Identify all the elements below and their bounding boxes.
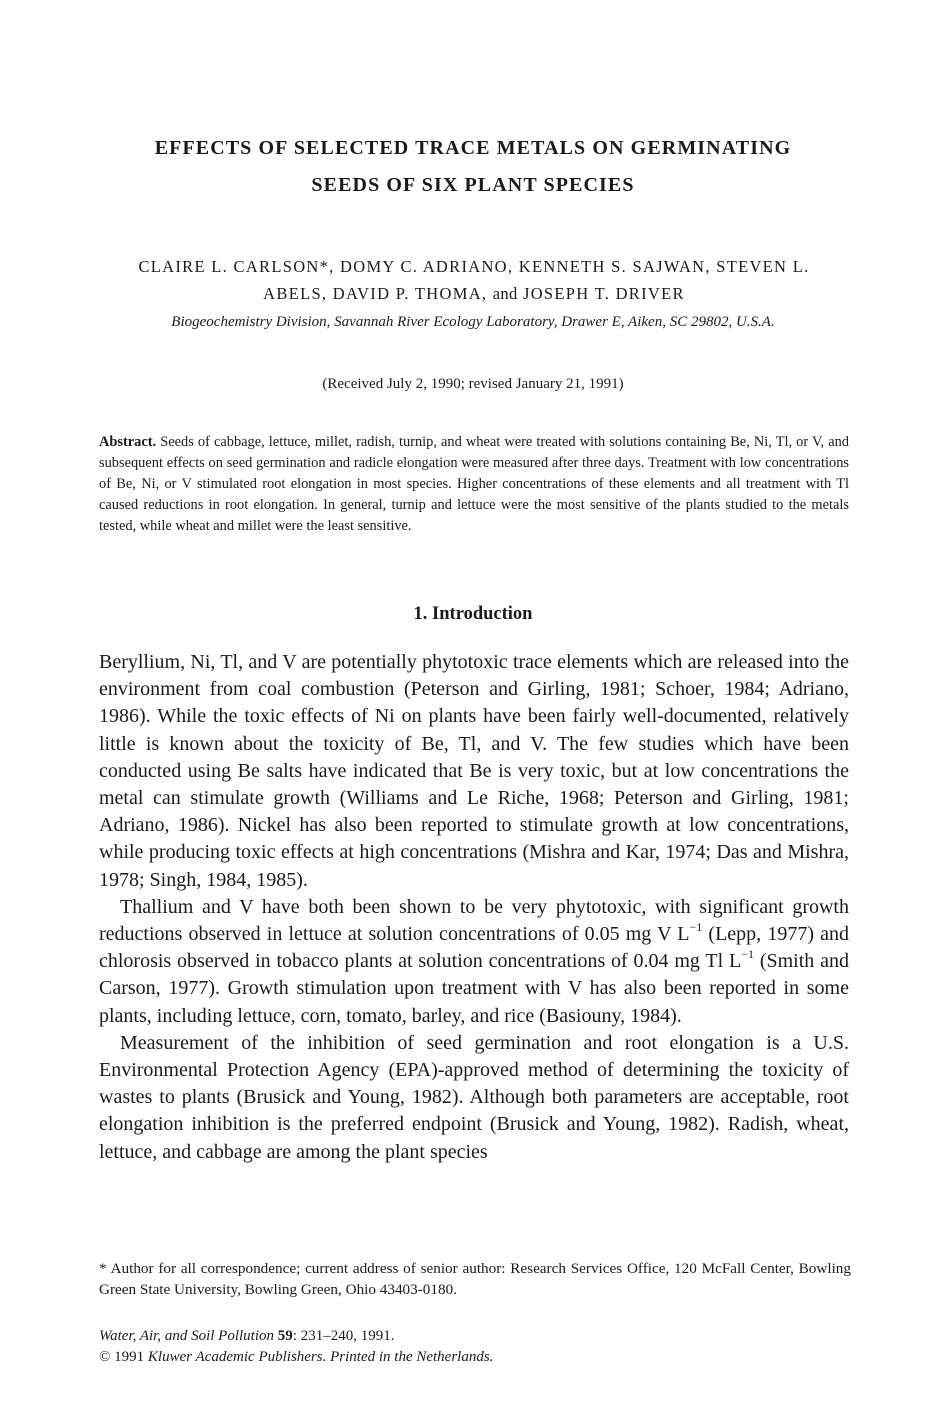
citation-footer bbox=[99, 1326, 849, 1368]
paragraph-2-part-a: Thallium and V have both been shown to be very phytotoxic, with significant growth reductions observed in lettuce at solution concentrations of 0.05 mg V L bbox=[99, 895, 849, 946]
authors-conjunction: and bbox=[492, 284, 518, 303]
superscript-2: −1 bbox=[741, 947, 754, 962]
paragraph-2-part-c: (Smith and Carson, 1977). Growth stimulation upon treatment with V has also been reported in some plants, including lettuce, corn, tomato, barley, and rice (Basiouny, 1984). bbox=[99, 950, 849, 1027]
journal-pages: : 231–240, 1991. bbox=[292, 1328, 395, 1344]
journal-citation bbox=[99, 1326, 849, 1347]
paragraph-3: Measurement of the inhibition of seed germination and root elongation is a U.S. Environmental Protection Agency (EPA)-approved method of determining the toxicity of wastes to plants (Brusick and Young, 1982). Although both parameters are acceptable, root elongation inhibition is the preferred endpoint (Brusick and Young, 1982). Radish, wheat, lettuce, and cabbage are among the plant species bbox=[99, 1031, 849, 1163]
title-line-1: EFFECTS OF SELECTED TRACE METALS ON GERMINATING bbox=[154, 137, 792, 159]
correspondence-footnote: * Author for all correspondence; current address of senior author: Research Services Office, 120 McFall Center, Bowling Green State University, Bowling Green, Ohio 43403-0180. bbox=[99, 1260, 851, 1298]
superscript-1: −1 bbox=[689, 920, 703, 935]
section-heading: 1. Introduction bbox=[413, 604, 533, 624]
article-title bbox=[0, 130, 946, 204]
paragraph-2-part-b: (Lepp, 1977) and chlorosis observed in tobacco plants at solution concentrations of 0.04 mg Tl L bbox=[99, 923, 849, 973]
authors-line-2-last: JOSEPH T. DRIVER bbox=[522, 284, 685, 303]
title-line-2: SEEDS OF SIX PLANT SPECIES bbox=[311, 174, 635, 196]
copyright-symbol: © bbox=[99, 1349, 111, 1365]
abstract bbox=[99, 432, 849, 537]
authors-line-2-names: ABELS, DAVID P. THOMA, bbox=[263, 284, 488, 303]
paragraph-1: Beryllium, Ni, Tl, and V are potentially phytotoxic trace elements which are released into the environment from coal combustion (Peterson and Girling, 1981; Schoer, 1984; Adriano, 1986). While the toxic effects of Ni on plants have been fairly well-documented, relatively little is known about the toxicity of Be, Tl, and V. The few studies which have been conducted using Be salts have indicated that Be is very toxic, but at low concentrations the metal can stimulate growth (Williams and Le Riche, 1968; Peterson and Girling, 1981; Adriano, 1986). Nickel has also been reported to stimulate growth at low concentrations, while producing toxic effects at high concentrations (Mishra and Kar, 1974; Das and Mishra, 1978; Singh, 1984, 1985). bbox=[99, 651, 849, 891]
authors-line-1: CLAIRE L. CARLSON*, DOMY C. ADRIANO, KENNETH S. SAJWAN, STEVEN L. bbox=[138, 257, 810, 276]
copyright-year: 1991 bbox=[110, 1349, 148, 1365]
received-dates: (Received July 2, 1990; revised January 21, 1991) bbox=[322, 376, 624, 392]
abstract-text: Seeds of cabbage, lettuce, millet, radish, turnip, and wheat were treated with solutions containing Be, Ni, Tl, or V, and subsequent effects on seed germination and radicle elongation were measured after three days. Treatment with low concentrations of Be, Ni, or V stimulated root elongation in most species. Higher concentrations of these elements and all treatment with Tl caused reductions in root elongation. In general, turnip and lettuce were the most sensitive of the plants studied to the metals tested, while wheat and millet were the least sensitive. bbox=[99, 434, 849, 534]
body-text bbox=[99, 649, 849, 1166]
publisher-name: Kluwer Academic Publishers. Printed in the Netherlands. bbox=[147, 1349, 494, 1365]
affiliation: Biogeochemistry Division, Savannah River Ecology Laboratory, Drawer E, Aiken, SC 29802, U.S.A. bbox=[171, 314, 775, 330]
paragraph-2 bbox=[99, 894, 849, 1030]
copyright-line bbox=[99, 1347, 849, 1368]
author-list bbox=[98, 253, 850, 307]
journal-name: Water, Air, and Soil Pollution bbox=[99, 1328, 275, 1344]
journal-volume: 59 bbox=[277, 1328, 293, 1344]
abstract-label: Abstract. bbox=[99, 434, 157, 450]
